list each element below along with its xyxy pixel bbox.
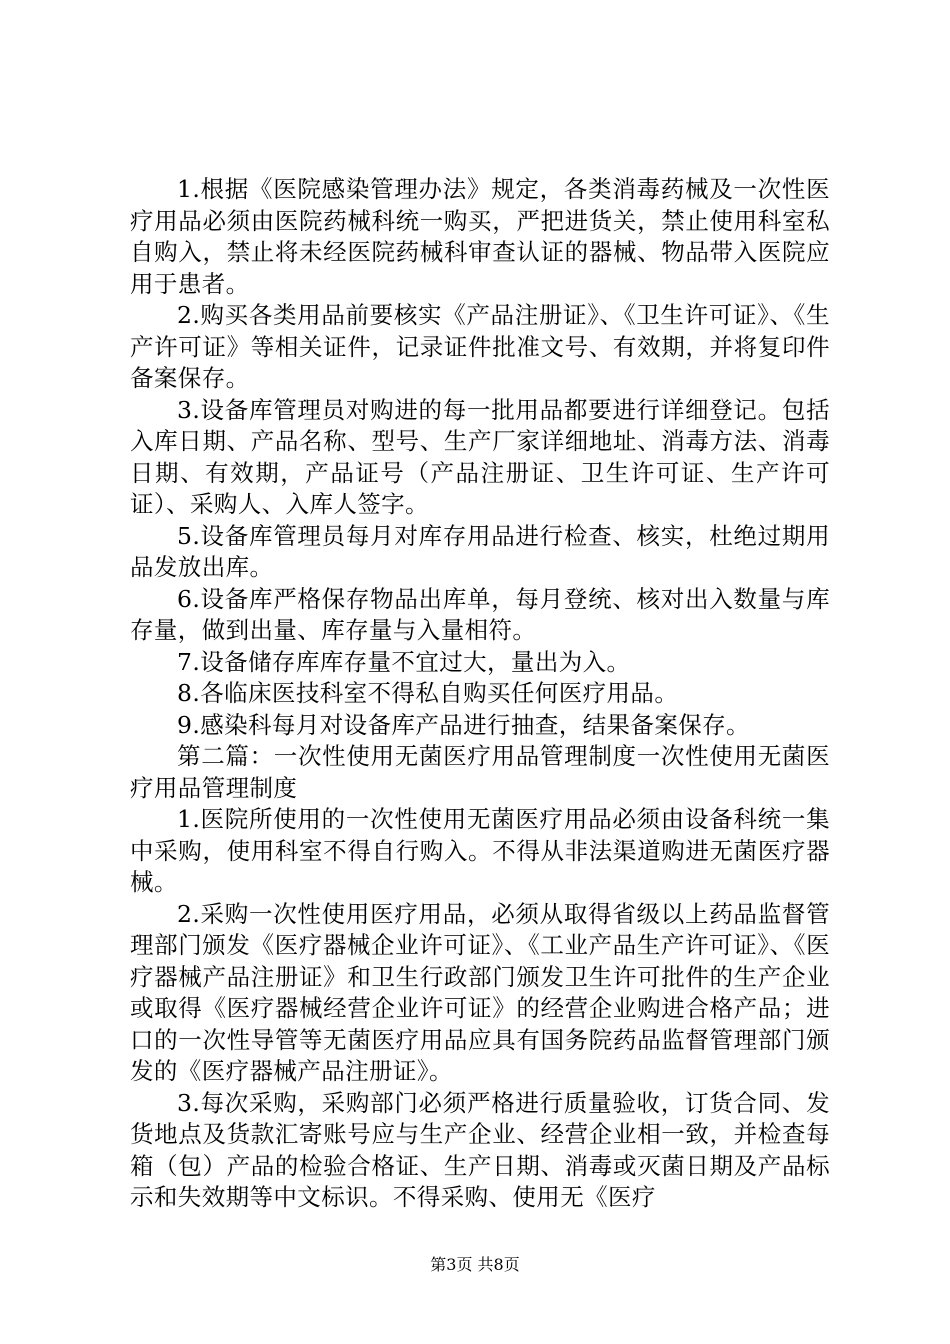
paragraph-7: 7.设备储存库库存量不宜过大，量出为入。 xyxy=(177,647,631,676)
section2-paragraph-3: 3.每次采购，采购部门必须严格进行质量验收，订货合同、发货地点及货款汇寄账号应与生产企业、经营企业相一致，并检查每箱（包）产品的检验合格证、生产日期、消毒或灭菌日期及产品标示和失效期等中文标识。不得采购、使用无《医疗 xyxy=(130,1088,830,1211)
paragraph-8: 8.各临床医技科室不得私自购买任何医疗用品。 xyxy=(177,679,679,707)
page-number: 第3页 共8页 xyxy=(430,1255,520,1274)
paragraph-1: 1.根据《医院感染管理办法》规定，各类消毒药械及一次性医疗用品必须由医院药械科统一购买，严把进货关，禁止使用科室私自购入，禁止将未经医院药械科审查认证的器械、物品带入医院应用于患者。 xyxy=(130,175,830,298)
paragraph-3: 3.设备库管理员对购进的每一批用品都要进行详细登记。包括入库日期、产品名称、型号、生产厂家详细地址、消毒方法、消毒日期、有效期，产品证号（产品注册证、卫生许可证、生产许可证）、采购人、入库人签字。 xyxy=(130,395,830,518)
page-footer xyxy=(0,1252,950,1275)
section2-paragraph-2: 2.采购一次性使用医疗用品，必须从取得省级以上药品监督管理部门颁发《医疗器械企业许可证》、《工业产品生产许可证》、《医疗器械产品注册证》和卫生行政部门颁发卫生许可批件的生产企业或取得《医疗器械经营企业许可证》的经营企业购进合格产品；进口的一次性导管等无菌医疗用品应具有国务院药品监督管理部门颁发的《医疗器械产品注册证》。 xyxy=(130,899,830,1085)
section2-paragraph-1: 1.医院所使用的一次性使用无菌医疗用品必须由设备科统一集中采购，使用科室不得自行购入。不得从非法渠道购进无菌医疗器械。 xyxy=(130,805,830,896)
paragraph-6: 6.设备库严格保存物品出库单，每月登统、核对出入数量与库存量，做到出量、库存量与入量相符。 xyxy=(130,584,830,644)
paragraph-9: 9.感染科每月对设备库产品进行抽查，结果备案保存。 xyxy=(177,710,750,739)
section-heading: 第二篇：一次性使用无菌医疗用品管理制度一次性使用无菌医疗用品管理制度 xyxy=(130,742,830,802)
paragraph-5: 5.设备库管理员每月对库存用品进行检查、核实，杜绝过期用品发放出库。 xyxy=(130,521,830,581)
paragraph-2: 2.购买各类用品前要核实《产品注册证》、《卫生许可证》、《生产许可证》等相关证件，记录证件批准文号、有效期，并将复印件备案保存。 xyxy=(130,301,830,392)
document-body xyxy=(130,174,830,1214)
